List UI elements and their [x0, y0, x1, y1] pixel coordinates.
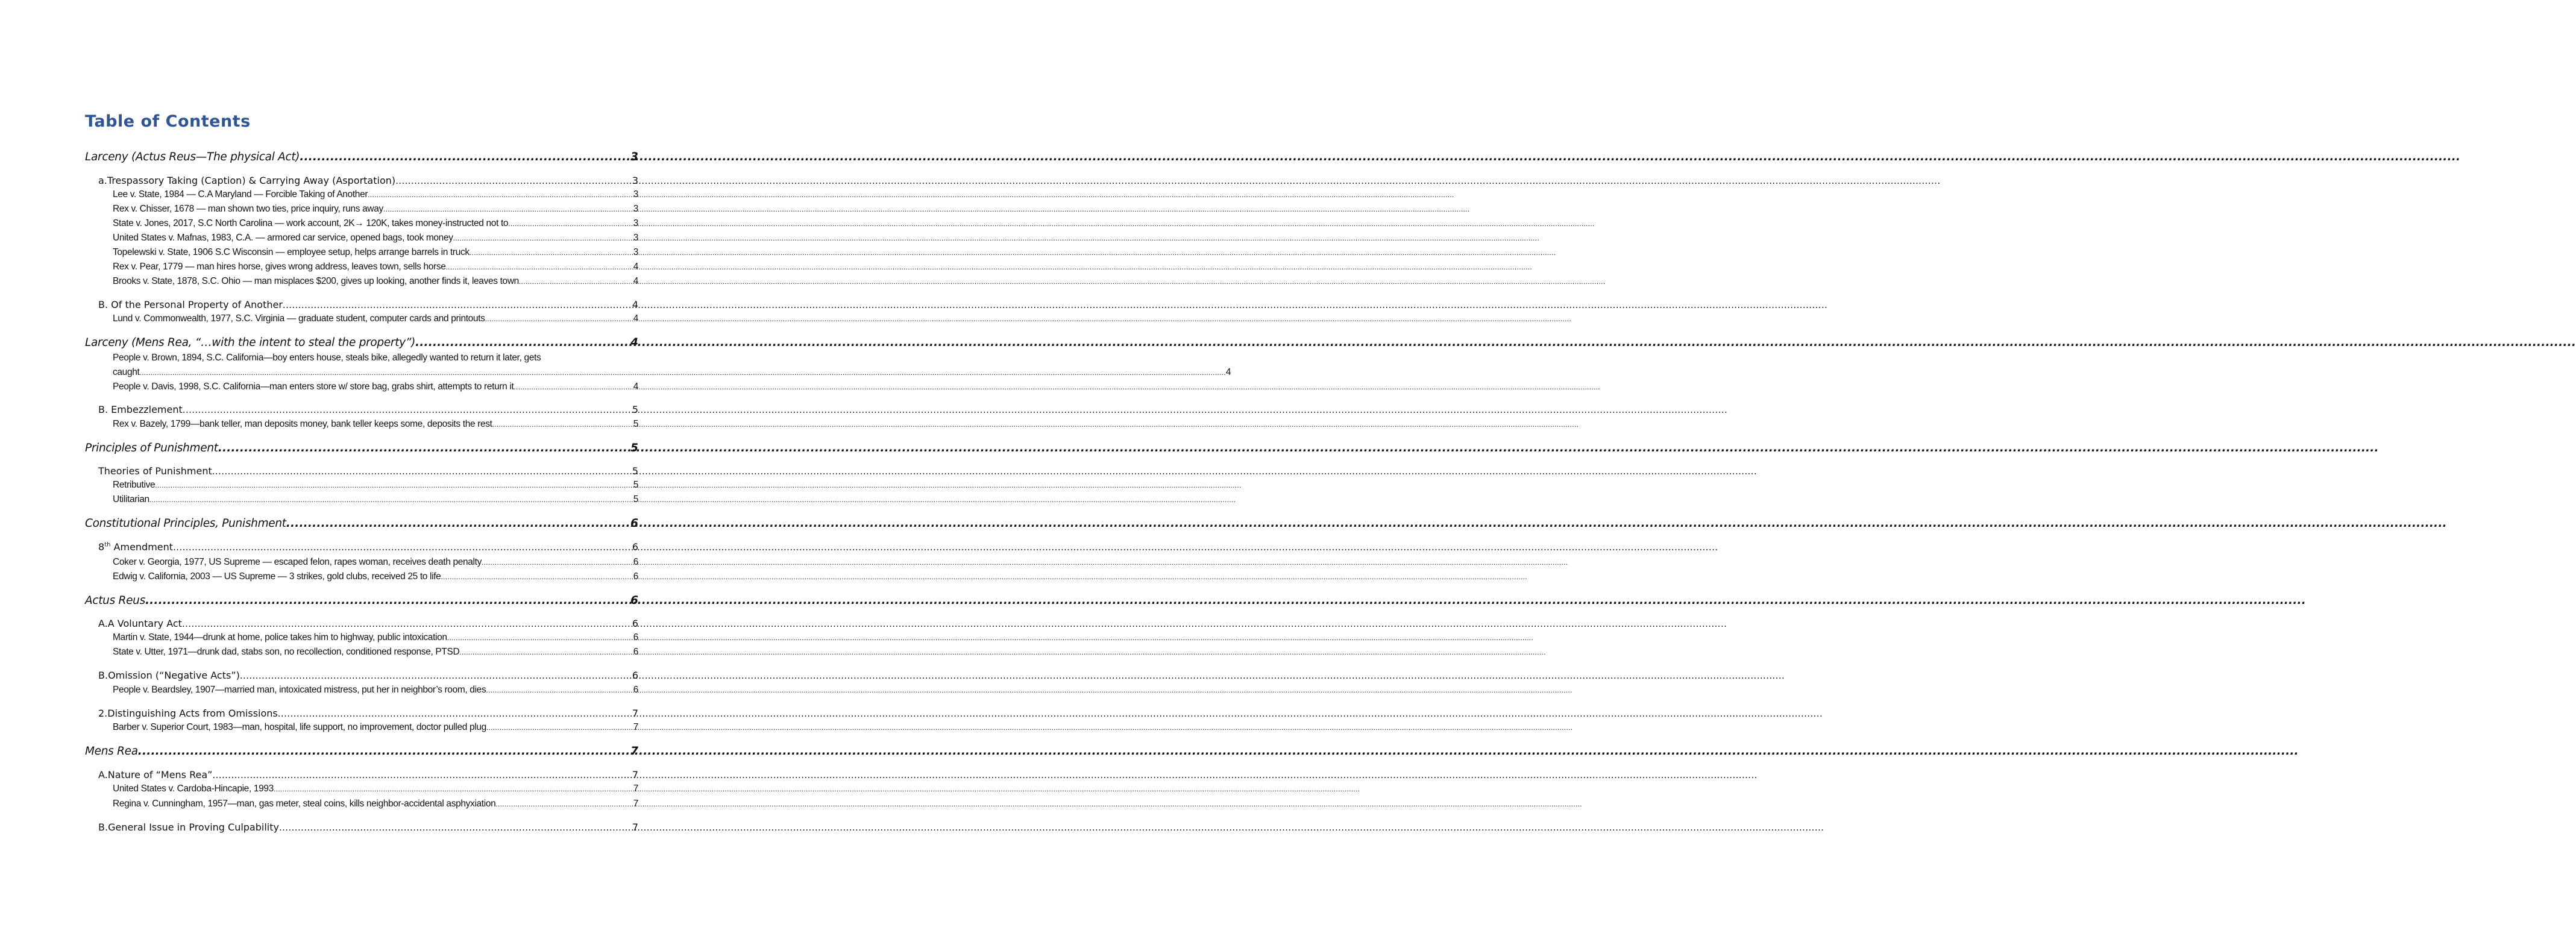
toc-entry-page-number: 5 — [630, 442, 638, 454]
toc-entry-title-rest: Amendment — [110, 541, 174, 553]
toc-entry-page-number: 6 — [633, 557, 638, 567]
toc-entry[interactable] — [98, 299, 638, 310]
toc-entry-title: People v. Beardsley, 1907—married man, intoxicated mistress, put her in neighbor’s room, dies — [113, 685, 486, 695]
toc-entry-text — [98, 465, 212, 477]
toc-entry-text — [113, 204, 383, 215]
toc-entry-page-number: 5 — [633, 494, 638, 504]
toc-entry-page-number: 6 — [632, 541, 638, 553]
toc-entry-title: Omission (“Negative Acts”) — [108, 670, 240, 681]
toc-entry-text — [85, 745, 138, 758]
dot-leader — [485, 315, 633, 323]
toc-entry-title: B. Embezzlement — [98, 404, 183, 415]
toc-entry-page-number: 5 — [632, 404, 638, 415]
dot-leader — [138, 745, 630, 758]
dot-leader — [495, 800, 632, 808]
toc-entry-text — [113, 218, 508, 229]
toc-entry-page-number: 6 — [630, 517, 638, 530]
toc-entry-text — [113, 784, 274, 794]
toc-entry-page-number: 4 — [633, 382, 638, 392]
toc-entry-text — [113, 571, 441, 582]
toc-entry-page-number: 3 — [633, 233, 638, 243]
toc-entry-page-number: 3 — [630, 151, 638, 163]
toc-entry[interactable] — [113, 685, 638, 696]
dot-leader — [182, 618, 632, 629]
toc-entry-page-number: 6 — [633, 685, 638, 695]
dot-leader — [155, 481, 632, 489]
dot-leader — [514, 383, 632, 391]
toc-entry[interactable] — [113, 722, 638, 733]
toc-entry-text — [85, 594, 145, 607]
toc-entry-page-number: 7 — [630, 745, 638, 758]
toc-entry[interactable] — [113, 262, 638, 272]
dot-leader — [446, 263, 633, 271]
toc-entry-page-number: 3 — [633, 218, 638, 228]
toc-entry[interactable] — [113, 784, 638, 794]
toc-entry-title: Actus Reus — [85, 594, 145, 607]
toc-entry-continuation[interactable] — [113, 367, 1231, 378]
dot-leader — [278, 708, 632, 719]
toc-entry-continuation-text: caught — [113, 367, 140, 377]
toc-entry-text — [85, 517, 286, 530]
toc-entry-title: Topelewski v. State, 1906 S.C Wisconsin — employee setup, helps arrange barrels in truck — [113, 247, 470, 257]
toc-entry-page-number: 7 — [632, 708, 638, 719]
toc-entry[interactable] — [85, 336, 638, 349]
toc-entry-text — [113, 632, 447, 643]
toc-entry-page-number: 4 — [632, 299, 638, 310]
toc-entry-title: Retributive — [113, 480, 156, 490]
toc-entry-text — [113, 419, 492, 430]
toc-entry-title: Constitutional Principles, Punishment — [85, 517, 286, 530]
toc-entry[interactable] — [98, 404, 638, 415]
toc-entry-page-number: 4 — [633, 276, 638, 286]
dot-leader — [415, 336, 630, 349]
toc-entry-title: Distinguishing Acts from Omissions — [107, 708, 278, 719]
dot-leader — [300, 151, 630, 163]
toc-entry-title: Rex v. Bazely, 1799—bank teller, man deposits money, bank teller keeps some, deposits the rest — [113, 419, 492, 429]
toc-entry[interactable] — [113, 571, 638, 582]
toc-entry[interactable] — [113, 647, 638, 658]
toc-entry-text — [113, 494, 149, 505]
toc-entry-marker: A. — [98, 769, 108, 781]
toc-entry[interactable] — [98, 465, 638, 477]
toc-entry-text — [108, 670, 240, 681]
dot-leader — [240, 670, 632, 681]
toc-entry-page-number: 4 — [633, 262, 638, 272]
toc-entry-text — [108, 821, 279, 833]
toc-entry-text — [98, 299, 283, 310]
toc-entry[interactable] — [85, 745, 638, 758]
toc-entry-superscript: th — [104, 541, 111, 548]
dot-leader — [482, 558, 633, 567]
dot-leader — [212, 770, 631, 781]
dot-leader — [383, 205, 633, 213]
toc-entry-text — [113, 480, 155, 491]
toc-entry-title: United States v. Mafnas, 1983, C.A. — armored car service, opened bags, took money — [113, 233, 453, 243]
toc-entry[interactable] — [98, 769, 638, 781]
dot-leader — [283, 300, 632, 310]
document-page — [0, 0, 1231, 936]
toc-entry-text — [113, 382, 514, 392]
toc-entry-text — [113, 799, 495, 809]
toc-entry[interactable] — [85, 594, 638, 607]
toc-entry[interactable] — [113, 218, 638, 229]
toc-entry-page-number: 4 — [630, 336, 638, 349]
toc-entry-page-number: 6 — [633, 647, 638, 657]
toc-entry-marker: 2. — [98, 708, 108, 719]
toc-entry-page-number: 5 — [633, 419, 638, 429]
toc-entry-title: Barber v. Superior Court, 1983—man, hospital, life support, no improvement, doctor pulled plug — [113, 722, 486, 732]
dot-leader — [441, 573, 632, 581]
dot-leader — [173, 542, 632, 553]
toc-entry[interactable] — [113, 419, 638, 430]
toc-entry[interactable] — [85, 517, 638, 530]
dot-leader — [139, 368, 1225, 377]
toc-entry-text — [113, 647, 459, 658]
toc-entry[interactable] — [85, 442, 638, 454]
toc-title: Table of Contents — [85, 112, 251, 131]
toc-entry[interactable] — [113, 382, 638, 392]
toc-entry[interactable] — [98, 618, 638, 629]
toc-entry-page-number: 3 — [632, 175, 638, 186]
dot-leader — [470, 248, 633, 257]
toc-entry-title: Martin v. State, 1944—drunk at home, police takes him to highway, public intoxication — [113, 632, 447, 642]
toc-entry-marker: a. — [98, 175, 107, 186]
toc-entry[interactable] — [98, 541, 638, 553]
toc-entry-text — [108, 769, 213, 781]
toc-entry-title: 8 — [98, 541, 105, 553]
toc-entry-marker: B. — [98, 670, 108, 681]
toc-entry-page-number: 3 — [633, 204, 638, 214]
toc-entry-page-number: 7 — [632, 769, 638, 781]
toc-entry-title: Coker v. Georgia, 1977, US Supreme — escaped felon, rapes woman, receives death penalty — [113, 557, 482, 567]
toc-entry-page-number: 4 — [1225, 367, 1231, 377]
toc-entry[interactable] — [98, 175, 638, 186]
toc-entry-text — [113, 353, 541, 363]
toc-entry[interactable] — [113, 204, 638, 215]
dot-leader — [212, 466, 632, 477]
toc-entry[interactable] — [98, 821, 638, 833]
toc-entry-title: Rex v. Pear, 1779 — man hires horse, gives wrong address, leaves town, sells horse — [113, 262, 446, 272]
toc-entry-text — [113, 262, 446, 272]
toc-entry[interactable] — [113, 480, 638, 491]
dot-leader — [218, 442, 630, 454]
dot-leader — [368, 190, 633, 199]
dot-leader — [508, 219, 633, 228]
toc-entry-page-number: 5 — [633, 480, 638, 490]
toc-entry[interactable] — [85, 151, 638, 163]
dot-leader — [519, 277, 633, 286]
toc-entry-marker: A. — [98, 618, 108, 629]
toc-entry-text — [113, 685, 486, 696]
toc-entry-page-number: 6 — [632, 670, 638, 681]
dot-leader — [286, 517, 630, 530]
toc-entry-title: A Voluntary Act — [107, 618, 182, 629]
toc-entry-title: Brooks v. State, 1878, S.C. Ohio — man misplaces $200, gives up looking, another finds it, leaves town — [113, 276, 519, 286]
toc-entry-page-number: 6 — [633, 571, 638, 582]
toc-entry-title: Edwig v. California, 2003 — US Supreme — 3 strikes, gold clubs, received 25 to life — [113, 571, 441, 582]
toc-entry-title: Theories of Punishment — [98, 465, 212, 477]
toc-entry-text — [98, 404, 183, 415]
toc-entry-title: B. Of the Personal Property of Another — [98, 299, 283, 310]
toc-entry[interactable] — [113, 557, 638, 568]
toc-entry-title: Rex v. Chisser, 1678 — man shown two ties, price inquiry, runs away — [113, 204, 383, 214]
toc-entry-text — [85, 151, 300, 163]
toc-entry-text — [113, 233, 453, 243]
toc-entry-text — [85, 442, 218, 454]
toc-entry-page-number: 5 — [632, 465, 638, 477]
toc-entry-text — [113, 189, 368, 200]
toc-entry-page-number: 3 — [633, 189, 638, 199]
toc-entry[interactable] — [113, 313, 638, 324]
toc-entry-page-number: 6 — [633, 632, 638, 642]
dot-leader — [145, 594, 630, 607]
toc-entry-title: Mens Rea — [85, 745, 138, 758]
toc-entry[interactable] — [113, 233, 638, 243]
dot-leader — [279, 822, 632, 833]
toc-entry-title: Lee v. State, 1984 — C.A Maryland — Forcible Taking of Another — [113, 189, 368, 199]
dot-leader — [395, 175, 632, 186]
toc-entry[interactable] — [113, 276, 638, 287]
dot-leader — [149, 495, 633, 504]
toc-entry-title: Larceny (Actus Reus—The physical Act) — [85, 151, 300, 163]
toc-entry-marker: B. — [98, 821, 108, 833]
toc-entry-page-number: 7 — [633, 784, 638, 794]
dot-leader — [459, 648, 632, 656]
toc-entry[interactable] — [113, 632, 638, 643]
toc-entry-text — [85, 336, 415, 349]
toc-entry-page-number: 4 — [633, 313, 638, 324]
toc-entry-page-number: 7 — [633, 722, 638, 732]
toc-entry[interactable] — [113, 353, 541, 363]
toc-entry[interactable] — [113, 189, 638, 200]
toc-entry-page-number: 7 — [632, 821, 638, 833]
toc-entry[interactable] — [113, 247, 638, 258]
toc-entry-page-number: 6 — [632, 618, 638, 629]
toc-entry-title: Regina v. Cunningham, 1957—man, gas meter, steal coins, kills neighbor-accidental asphyxiation — [113, 799, 496, 809]
toc-entry-text — [98, 541, 173, 553]
dot-leader — [486, 686, 632, 694]
toc-entry-title: State v. Utter, 1971—drunk dad, stabs son, no recollection, conditioned response, PTSD — [113, 647, 460, 657]
toc-entry-title: Larceny (Mens Rea, “…with the intent to steal the property”) — [85, 336, 416, 349]
toc-entry-text — [108, 618, 182, 629]
toc-entry-title: Nature of “Mens Rea” — [107, 769, 213, 781]
toc-entry[interactable] — [98, 670, 638, 681]
toc-entry-page-number: 6 — [630, 594, 638, 607]
toc-entry-text — [113, 313, 485, 324]
toc-entry-title: People v. Brown, 1894, S.C. California—boy enters house, steals bike, allegedly wanted to return it later, gets — [113, 353, 541, 363]
dot-leader — [274, 785, 633, 793]
dot-leader — [447, 633, 633, 642]
toc-entry-page-number: 7 — [633, 799, 638, 809]
toc-entry-text — [113, 722, 486, 733]
toc-entry-text — [113, 247, 470, 258]
toc-entry-title: State v. Jones, 2017, S.C North Carolina — work account, 2K→ 120K, takes money-instructed not to — [113, 218, 509, 228]
toc-entry[interactable] — [113, 799, 638, 809]
dot-leader — [183, 404, 632, 415]
toc-entry-title: United States v. Cardoba-Hincapie, 1993 — [113, 784, 274, 794]
toc-entry[interactable] — [98, 708, 638, 719]
toc-entry-title: General Issue in Proving Culpability — [108, 821, 279, 833]
dot-leader — [453, 234, 633, 242]
toc-entry-title: Trespassory Taking (Caption) & Carrying Away (Asportation) — [107, 175, 396, 186]
toc-entry-title: Utilitarian — [113, 494, 149, 504]
toc-entry-title: Principles of Punishment — [85, 442, 218, 454]
toc-entry-text — [113, 276, 519, 287]
toc-entry-text — [107, 175, 395, 186]
toc-entry-title: People v. Davis, 1998, S.C. California—man enters store w/ store bag, grabs shirt, attempts to return it — [113, 382, 514, 392]
dot-leader — [492, 420, 633, 429]
dot-leader — [486, 723, 633, 732]
toc-entry-text — [107, 708, 278, 719]
toc-entry-text — [113, 557, 482, 568]
toc-entry[interactable] — [113, 494, 638, 505]
toc-entry-page-number: 3 — [633, 247, 638, 257]
toc-entry-title: Lund v. Commonwealth, 1977, S.C. Virginia — graduate student, computer cards and printouts — [113, 313, 485, 324]
